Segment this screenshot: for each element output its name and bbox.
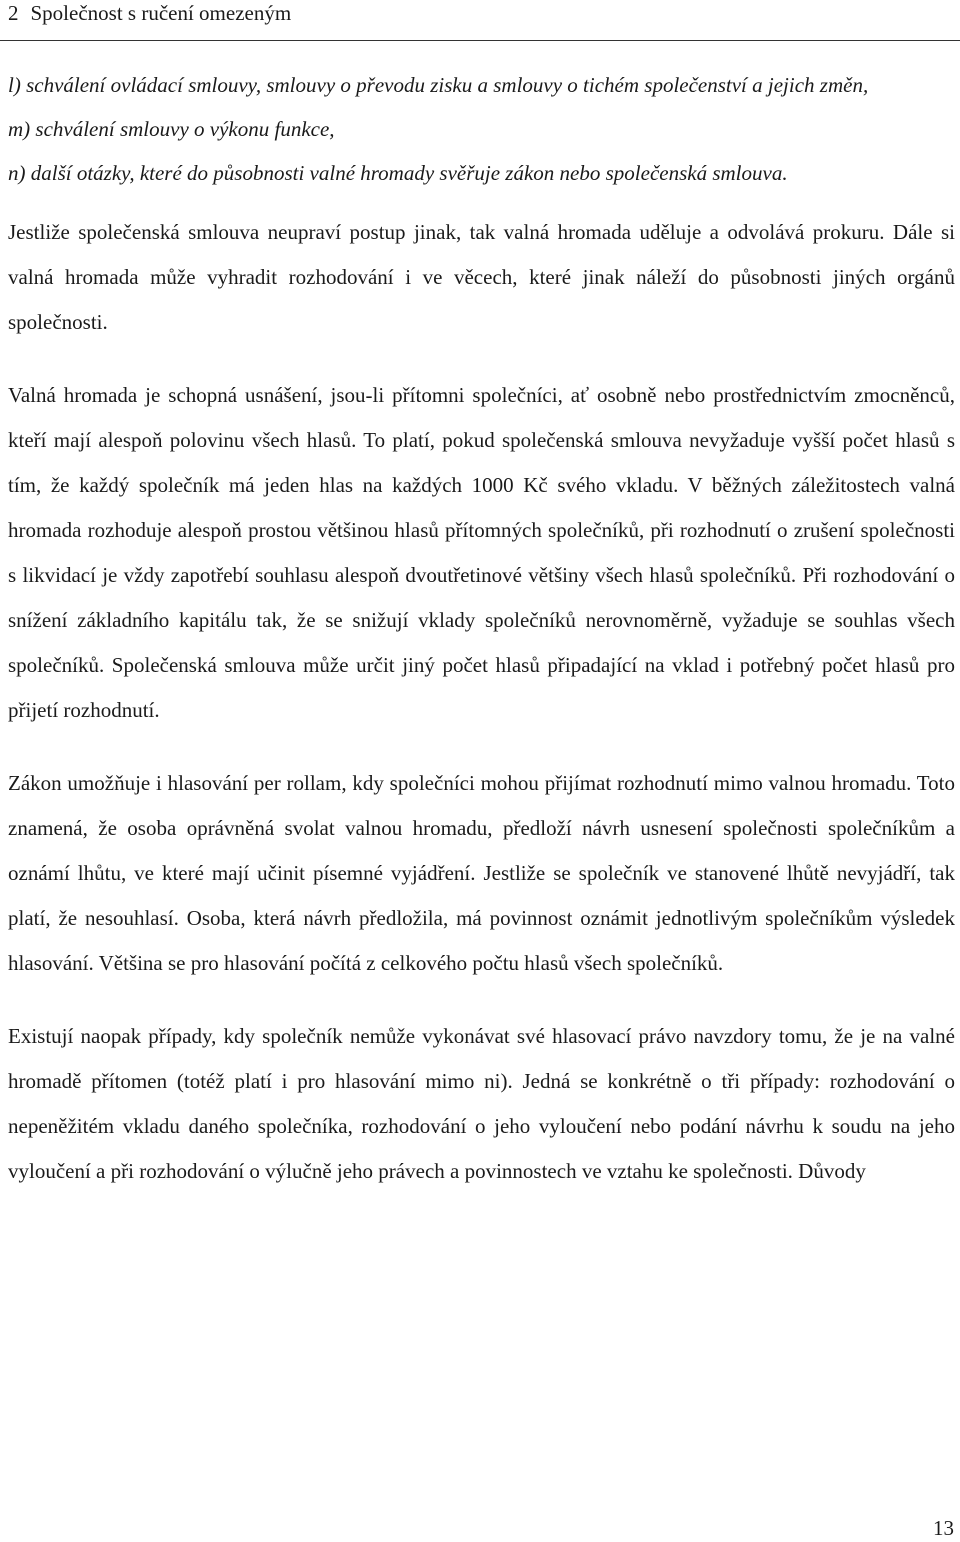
header-divider bbox=[0, 40, 960, 41]
list-item-l: l) schválení ovládací smlouvy, smlouvy o převodu zisku a smlouvy o tichém společenství a jejich změn, bbox=[8, 73, 869, 97]
page-number: 13 bbox=[933, 1516, 954, 1540]
list-item-m: m) schválení smlouvy o výkonu funkce, bbox=[8, 117, 335, 141]
paragraph-usnaseni: Valná hromada je schopná usnášení, jsou-li přítomni společníci, ať osobně nebo prostřednictvím zmocněnců, kteří mají alespoň polovinu všech hlasů. To platí, pokud společenská smlouva nevyžaduje vyšší počet hlasů s tím, že každý společník má jeden hlas na každých 1000 Kč svého vkladu. V běžných záležitostech valná hromada rozhoduje alespoň prostou většinou hlasů přítomných společníků, při rozhodnutí o zrušení společnosti s likvidací je vždy zapotřebí souhlasu alespoň dvoutřetinové většiny všech hlasů společníků. Při rozhodování o snížení základního kapitálu tak, že se snižují vklady společníků nerovnoměrně, vyžaduje se souhlas všech společníků. Společenská smlouva může určit jiný počet hlasů připadající na vklad i potřebný počet hlasů pro přijetí rozhodnutí. bbox=[8, 383, 955, 722]
list-block bbox=[8, 63, 955, 195]
running-header bbox=[8, 0, 958, 38]
list-item-n: n) další otázky, které do působnosti valné hromady svěřuje zákon nebo společenská smlouva. bbox=[8, 161, 788, 185]
paragraph-hlasovaci-pravo: Existují naopak případy, kdy společník nemůže vykonávat své hlasovací právo navzdory tomu, že je na valné hromadě přítomen (totéž platí i pro hlasování mimo ni). Jedná se konkrétně o tři případy: rozhodování o nepeněžitém vkladu daného společníka, rozhodování o jeho vyloučení nebo podání návrhu k soudu na jeho vyloučení a při rozhodování o výlučně jeho právech a povinnostech ve vztahu ke společnosti. Důvody bbox=[8, 1024, 955, 1183]
body-text bbox=[8, 63, 955, 1222]
paragraph-per-rollam: Zákon umožňuje i hlasování per rollam, kdy společníci mohou přijímat rozhodnutí mimo valnou hromadu. Toto znamená, že osoba oprávněná svolat valnou hromadu, předloží návrh usnesení společnosti společníkům a oznámí lhůtu, ve které mají učinit písemné vyjádření. Jestliže se společník ve stanovené lhůtě nevyjádří, tak platí, že nesouhlasí. Osoba, která návrh předložila, má povinnost oznámit jednotlivým společníkům výsledek hlasování. Většina se pro hlasování počítá z celkového počtu hlasů všech společníků. bbox=[8, 771, 955, 975]
chapter-number: 2 bbox=[8, 1, 19, 25]
paragraph-prokura: Jestliže společenská smlouva neupraví postup jinak, tak valná hromada uděluje a odvolává prokuru. Dále si valná hromada může vyhradit rozhodování i ve věcech, které jinak náleží do působnosti jiných orgánů společnosti. bbox=[8, 220, 955, 334]
chapter-title: Společnost s ručení omezeným bbox=[30, 1, 292, 25]
